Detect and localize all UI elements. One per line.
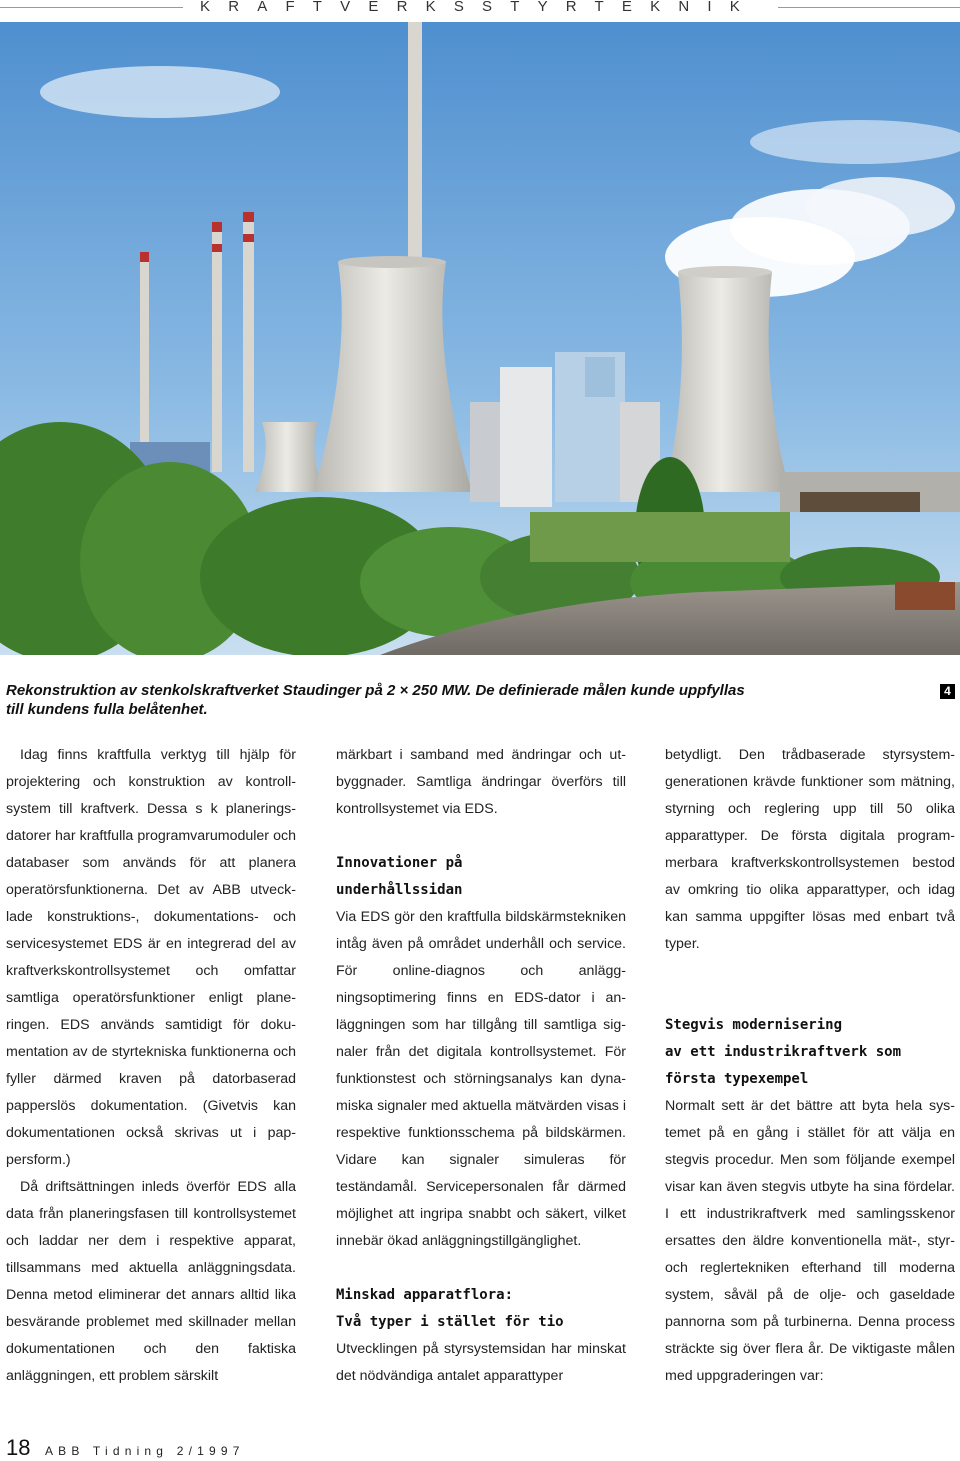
figure-number-badge: 4 (940, 684, 955, 699)
subheading-line: Minskad apparatflora: (336, 1287, 514, 1303)
header-rule-left (0, 7, 183, 8)
subheading (336, 850, 626, 904)
paragraph: märkbart i samband med ändringar och utbyggnader. Samtliga ändringar överförs till kontrollsystemet via EDS. (336, 747, 626, 817)
paragraph: betydligt. Den trådbaserade styrsystemgenerationen krävde funktioner som mätning, styrning och reglering upp till 50 olika apparattyper. De första digitala programmerbara kraftverkskontrollsystemen bestod av omkring tio olika apparattyper, och idag kan samma uppgifter lösas med enbart två typer. (665, 747, 955, 952)
power-plant-photo (0, 22, 960, 655)
paragraph: Normalt sett är det bättre att byta hela systemet på en gång i stället för att välja en stegvis procedur. Men som följande exempel visar kan även stegvis utbyte ha sina fördelar. I ett industrikraftverk med samlingsskenor ersattes den äldre konventionella mät-, styr- och reglertekniken efterhand till moderna system, såväl på de olje- och gaseldade pannorna som på turbinerna. Denna process sträckte sig över flera år. De viktigaste målen med uppgraderingen var: (665, 1098, 955, 1384)
paragraph: Via EDS gör den kraftfulla bildskärmstekniken intåg även på området underhåll och service. För online-diagnos och anläggningsoptimering finns en EDS-dator i anläggningen som har tillgång till samtliga signaler från det digitala kontrollsystemet. För funktionstest och störningsanalys kan dynamiska signaler med aktuella mätvärden visas i respektive funktionsschema på bildskärmen. Vidare kan signaler simuleras för teständamål. Servicepersonalen får därmed möjlighet att ingripa snabbt och säkert, vilket innebär ökad anläggningstillgänglighet. (336, 909, 626, 1249)
paragraph: Utvecklingen på styrsystemsidan har minskat det nödvändiga antalet apparattyper (336, 1341, 626, 1384)
publication-name: ABB Tidning 2/1997 (44, 1444, 245, 1458)
subheading (665, 1012, 955, 1093)
page-footer (6, 1435, 245, 1460)
subheading-line: Två typer i stället för tio (336, 1314, 564, 1330)
figure-caption: Rekonstruktion av stenkolskraftverket Staudinger på 2 × 250 MW. De definierade målen kunde uppfyllas till kundens fulla belåtenhet. (6, 682, 745, 718)
subheading-line: Innovationer på (336, 855, 463, 871)
paragraph: Då driftsättningen inleds överför EDS alla data från planeringsfasen till kontrollsystemet och laddar ner dem i respektive apparat, tillsammans med aktuella anläggningsdata. Denna metod eliminerar det annars alltid lika besvärande problemet med skillnader mellan dokumentationen och den faktiska anläggningen, ett problem särskilt (6, 1179, 296, 1384)
text-column-2 (336, 742, 626, 1390)
subheading-line: underhållssidan (336, 882, 463, 898)
paragraph: Idag finns kraftfulla verktyg till hjälp för projektering och konstruktion av kontrollsystem till kraftverk. Dessa s k planeringsdatorer har kraftfulla programvarumoduler och databaser som används för att planera operatörsfunktionerna. Det av ABB utvecklade konstruktions-, dokumentations- och servicesystemet EDS är en integrerad del av kraftverkskontrollsystemet och omfattar samtliga operatörsfunktioner enligt planeringen. EDS används samtidigt för dokumentation av de styrtekniska funktionerna och fyller därmed kraven på datorbaserad papperslös dokumentation. (Givetvis kan dokumentationen också skrivas ut i pappersform.) (6, 747, 296, 1168)
subheading-line: Stegvis modernisering (665, 1017, 843, 1033)
text-column-3 (665, 742, 955, 1390)
running-header (0, 0, 960, 16)
page-number: 18 (6, 1435, 31, 1460)
subheading-line: av ett industrikraftverk som (665, 1044, 902, 1060)
header-rule-right (778, 7, 960, 8)
subheading (336, 1282, 626, 1336)
text-column-1 (6, 742, 296, 1390)
section-title: KRAFTVERKSSTYRTEKNIK (200, 0, 758, 15)
subheading-line: första typexempel (665, 1071, 809, 1087)
